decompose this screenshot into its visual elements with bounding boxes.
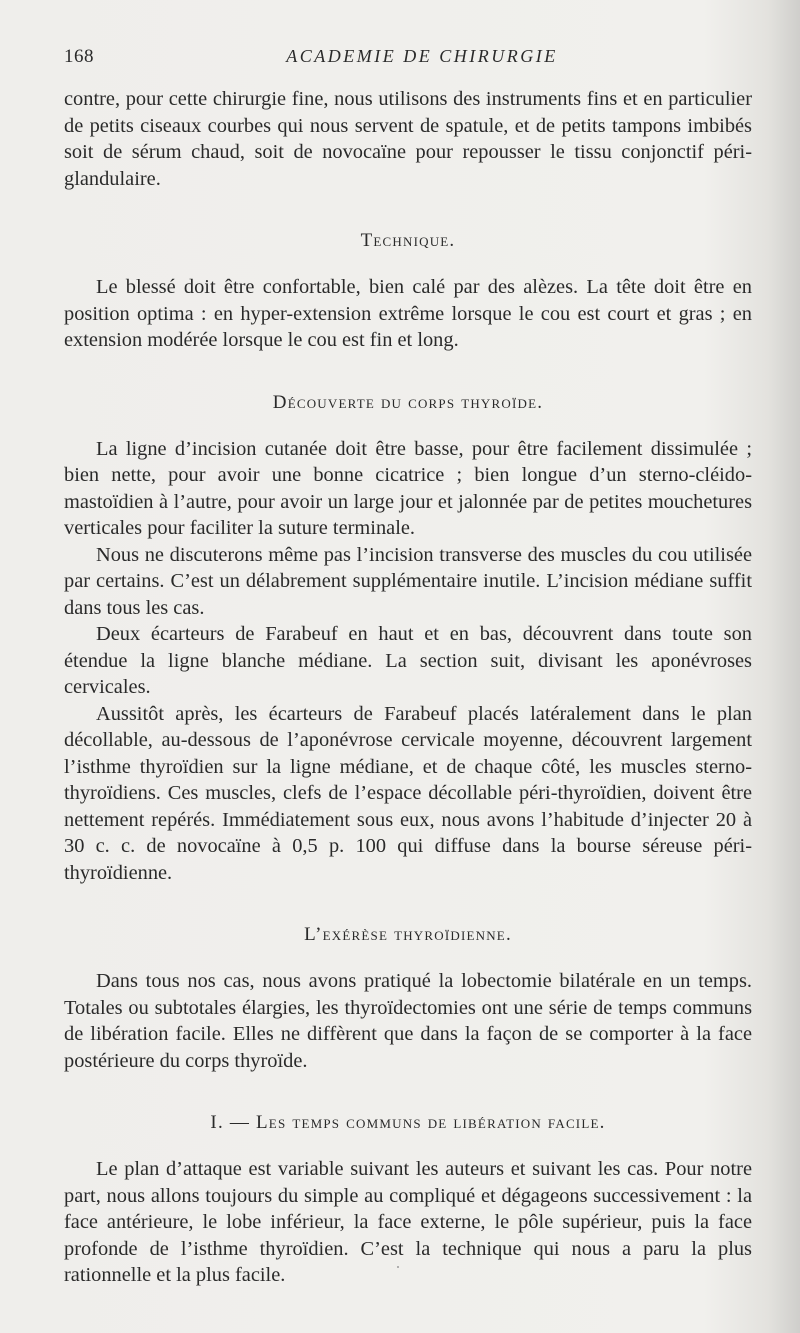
paragraph: La ligne d’incision cutanée doit être basse, pour être facilement dissimulée ; bien nette, pour avoir une bonne cicatrice ; bien longue d’un sterno-cléido-mastoïdien à l’autre, pour avoir un large jour et jalonnée par de petites mouchetures verticales pour faciliter la suture terminale. [64, 437, 752, 539]
page-header [64, 46, 754, 72]
paragraph: Deux écarteurs de Farabeuf en haut et en bas, découvrent dans toute son étendue la ligne blanche médiane. La section suit, divisant les aponévroses cervicales. [64, 623, 752, 698]
section-heading-decouverte: Découverte du corps thyroïde. [272, 391, 544, 413]
body-text [64, 86, 752, 1289]
paragraph: Nous ne discuterons même pas l’incision transverse des muscles du cou utilisée par certains. C’est un délabrement supplémentaire inutile. L’incision médiane suffit dans tous les cas. [64, 543, 752, 619]
section-heading-exerese: L’exérèse thyroïdienne. [304, 924, 512, 945]
paragraph: Le plan d’attaque est variable suivant les auteurs et suivant les cas. Pour notre part, nous allons toujours du simple au compliqué et dégageons successivement : la face antérieure, le lobe inférieur, la face externe, le pôle supérieur, puis la face profonde de l’isthme thyroïdien. C’est la technique qui nous a paru la plus rationnelle et la plus facile. [64, 1158, 752, 1286]
section-heading-technique: Technique. [360, 230, 456, 251]
page-number: 168 [64, 46, 94, 67]
running-title: ACADEMIE DE CHIRURGIE [286, 46, 558, 66]
paragraph: Aussitôt après, les écarteurs de Farabeuf placés latéralement dans le plan décollable, au-dessous de l’aponévrose cervicale moyenne, découvrent largement l’isthme thyroïdien sur la ligne médiane, et de chaque côté, les muscles sterno-thyroïdiens. Ces muscles, clefs de l’espace décollable péri-thyroïdien, doivent être nettement repérés. Immédiatement sous eux, nous avons l’habitude d’injecter 20 à 30 c. c. de novocaïne à 0,5 p. 100 qui diffuse dans la bourse séreuse péri-thyroïdienne. [64, 702, 752, 884]
ink-speck [397, 1266, 399, 1268]
paragraph: Dans tous nos cas, nous avons pratiqué la lobectomie bilatérale en un temps. Totales ou subtotales élargies, les thyroïdectomies ont une série de temps communs de libération facile. Elles ne diffèrent que dans la façon de se comporter à la face postérieure du corps thyroïde. [64, 970, 752, 1072]
paragraph: contre, pour cette chirurgie fine, nous utilisons des instruments fins et en particulier de petits ciseaux courbes qui nous servent de spatule, et de petits tampons imbibés soit de sérum chaud, soit de novocaïne pour repousser le tissu conjonctif péri-glandulaire. [64, 88, 752, 190]
section-heading-temps-communs: I. — Les temps communs de libération facile. [210, 1112, 606, 1133]
paragraph: Le blessé doit être confortable, bien calé par des alèzes. La tête doit être en position optima : en hyper-extension extrême lorsque le cou est court et gras ; en extension modérée lorsque le cou est fin et long. [64, 276, 752, 351]
